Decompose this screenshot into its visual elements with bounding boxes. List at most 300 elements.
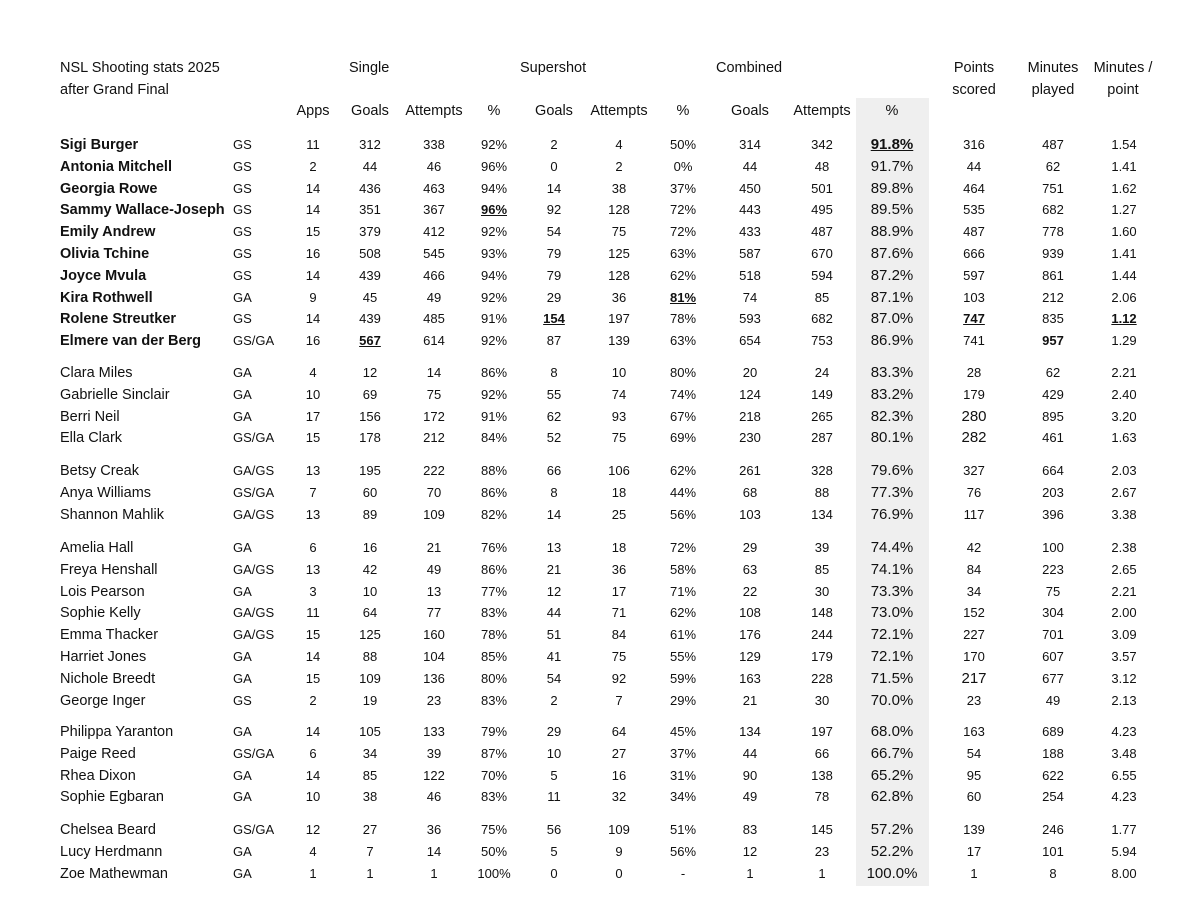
table-row: [0, 265, 1200, 287]
cell-s-pct: 94%: [480, 268, 508, 283]
cell-c-pct: 79.6%: [870, 462, 914, 479]
cell-c-goals: 108: [739, 605, 761, 620]
cell-minutes: 223: [1042, 562, 1064, 577]
cell-c-att: 134: [811, 507, 833, 522]
cell-c-att: 682: [811, 311, 833, 326]
cell-ss-goals: 5: [550, 768, 558, 783]
cell-mpp: 2.13: [1111, 693, 1137, 708]
cell-s-goals: 156: [359, 409, 381, 424]
cell-s-att: 104: [423, 649, 445, 664]
column-header: %: [487, 103, 501, 119]
player-name: Georgia Rowe: [60, 181, 158, 197]
table-row: [0, 602, 1200, 624]
cell-ss-goals: 0: [550, 159, 558, 174]
cell-ss-goals: 11: [547, 789, 561, 804]
cell-c-att: 88: [814, 485, 830, 500]
table-row: [0, 863, 1200, 885]
cell-ss-goals: 79: [546, 268, 562, 283]
cell-minutes: 689: [1042, 724, 1064, 739]
cell-mpp: 5.94: [1111, 844, 1137, 859]
cell-ss-att: 74: [611, 387, 627, 402]
cell-s-pct: 92%: [480, 290, 508, 305]
player-position: GA/GS: [233, 507, 275, 522]
table-row: [0, 581, 1200, 603]
player-name: Kira Rothwell: [60, 290, 153, 306]
cell-ss-pct: 55%: [669, 649, 697, 664]
cell-c-pct: 73.3%: [870, 583, 914, 600]
cell-s-att: 485: [423, 311, 445, 326]
table-row: [0, 330, 1200, 352]
cell-mpp: 4.23: [1111, 724, 1137, 739]
cell-s-pct: 96%: [480, 159, 508, 174]
player-name: Philippa Yaranton: [60, 724, 174, 740]
cell-s-pct: 92%: [480, 387, 508, 402]
cell-points: 741: [963, 333, 985, 348]
cell-ss-att: 36: [611, 562, 627, 577]
cell-c-pct: 52.2%: [870, 843, 914, 860]
cell-s-att: 14: [426, 844, 442, 859]
cell-minutes: 664: [1042, 463, 1064, 478]
cell-apps: 6: [309, 746, 317, 761]
table-row: [0, 559, 1200, 581]
cell-apps: 2: [309, 693, 317, 708]
cell-s-att: 222: [423, 463, 445, 478]
cell-ss-pct: 45%: [669, 724, 697, 739]
cell-s-goals: 351: [359, 202, 381, 217]
cell-ss-pct: 80%: [669, 365, 697, 380]
player-name: Freya Henshall: [60, 562, 158, 578]
cell-c-goals: 49: [742, 789, 758, 804]
player-name: Harriet Jones: [60, 649, 147, 665]
cell-mpp: 6.55: [1111, 768, 1137, 783]
cell-mpp: 2.65: [1111, 562, 1137, 577]
player-position: GA: [233, 671, 252, 686]
cell-points: 28: [966, 365, 982, 380]
cell-s-pct: 100%: [477, 866, 511, 881]
cell-c-att: 85: [814, 562, 830, 577]
cell-ss-goals: 87: [546, 333, 562, 348]
cell-c-pct: 87.2%: [870, 267, 914, 284]
cell-s-pct: 83%: [480, 789, 508, 804]
cell-ss-goals: 21: [546, 562, 562, 577]
cell-s-goals: 45: [362, 290, 378, 305]
player-position: GA: [233, 649, 252, 664]
cell-c-att: 23: [814, 844, 830, 859]
cell-ss-att: 38: [611, 181, 627, 196]
cell-ss-att: 10: [611, 365, 627, 380]
cell-ss-pct: 72%: [669, 202, 697, 217]
player-name: Shannon Mahlik: [60, 507, 164, 523]
cell-s-att: 77: [426, 605, 442, 620]
player-position: GA: [233, 409, 252, 424]
cell-c-pct: 65.2%: [870, 767, 914, 784]
cell-c-goals: 103: [739, 507, 761, 522]
cell-mpp: 3.38: [1111, 507, 1137, 522]
cell-c-att: 30: [814, 584, 830, 599]
cell-c-pct: 57.2%: [870, 821, 914, 838]
cell-minutes: 682: [1042, 202, 1064, 217]
cell-points: 95: [966, 768, 982, 783]
cell-mpp: 2.06: [1111, 290, 1137, 305]
cell-apps: 15: [305, 627, 321, 642]
cell-ss-pct: 56%: [669, 844, 697, 859]
cell-s-att: 23: [426, 693, 442, 708]
cell-apps: 14: [305, 181, 321, 196]
cell-ss-pct: 63%: [669, 246, 697, 261]
cell-ss-pct: 62%: [669, 605, 697, 620]
cell-s-pct: 77%: [480, 584, 508, 599]
column-header: Goals: [731, 103, 769, 119]
cell-c-goals: 90: [742, 768, 758, 783]
cell-s-att: 39: [426, 746, 442, 761]
player-name: Sigi Burger: [60, 137, 139, 153]
cell-s-pct: 84%: [480, 430, 508, 445]
cell-minutes: 939: [1042, 246, 1064, 261]
cell-ss-goals: 12: [546, 584, 562, 599]
cell-c-goals: 433: [739, 224, 761, 239]
cell-c-goals: 21: [742, 693, 758, 708]
cell-s-att: 1: [430, 866, 438, 881]
cell-c-att: 487: [811, 224, 833, 239]
cell-minutes: 254: [1042, 789, 1064, 804]
cell-minutes: 607: [1042, 649, 1064, 664]
cell-s-att: 466: [423, 268, 445, 283]
cell-points: 163: [963, 724, 985, 739]
cell-c-pct: 86.9%: [870, 332, 914, 349]
table-row: [0, 156, 1200, 178]
group-header-supershot: Supershot: [520, 60, 587, 76]
table-row: [0, 743, 1200, 765]
cell-ss-goals: 54: [546, 671, 562, 686]
cell-apps: 14: [305, 311, 321, 326]
player-name: Joyce Mvula: [60, 268, 147, 284]
cell-points: 76: [966, 485, 982, 500]
table-row: [0, 243, 1200, 265]
player-position: GA/GS: [233, 562, 275, 577]
cell-s-goals: 379: [359, 224, 381, 239]
cell-ss-goals: 5: [550, 844, 558, 859]
cell-s-goals: 312: [359, 137, 381, 152]
cell-minutes: 677: [1042, 671, 1064, 686]
cell-mpp: 1.12: [1111, 311, 1137, 326]
cell-c-pct: 87.1%: [870, 289, 914, 306]
cell-ss-goals: 54: [546, 224, 562, 239]
cell-ss-goals: 79: [546, 246, 562, 261]
player-name: Paige Reed: [60, 746, 136, 762]
table-row: [0, 721, 1200, 743]
cell-ss-pct: 74%: [669, 387, 697, 402]
cell-s-pct: 80%: [480, 671, 508, 686]
cell-c-pct: 73.0%: [870, 604, 914, 621]
cell-minutes: 75: [1045, 584, 1061, 599]
player-name: Clara Miles: [60, 365, 133, 381]
player-position: GA/GS: [233, 605, 275, 620]
cell-minutes: 101: [1042, 844, 1064, 859]
cell-s-goals: 42: [362, 562, 378, 577]
table-row: [0, 287, 1200, 309]
cell-points: 103: [963, 290, 985, 305]
cell-points: 84: [966, 562, 982, 577]
cell-s-goals: 105: [359, 724, 381, 739]
cell-minutes: 203: [1042, 485, 1064, 500]
cell-points: 179: [963, 387, 985, 402]
cell-minutes: 751: [1042, 181, 1064, 196]
cell-points: 42: [966, 540, 982, 555]
cell-mpp: 2.67: [1111, 485, 1137, 500]
cell-ss-att: 32: [611, 789, 627, 804]
cell-s-pct: 85%: [480, 649, 508, 664]
cell-s-att: 21: [426, 540, 442, 555]
cell-s-goals: 60: [362, 485, 378, 500]
cell-c-goals: 218: [739, 409, 761, 424]
cell-ss-pct: 81%: [669, 290, 697, 305]
cell-s-goals: 16: [362, 540, 378, 555]
cell-s-goals: 195: [359, 463, 381, 478]
cell-minutes: 304: [1042, 605, 1064, 620]
cell-c-att: 197: [811, 724, 833, 739]
cell-s-goals: 12: [362, 365, 378, 380]
cell-ss-att: 109: [608, 822, 630, 837]
cell-s-goals: 64: [362, 605, 378, 620]
table-row: [0, 765, 1200, 787]
player-name: Rhea Dixon: [60, 768, 136, 784]
cell-c-att: 66: [814, 746, 830, 761]
cell-ss-att: 9: [615, 844, 623, 859]
cell-mpp: 8.00: [1111, 866, 1137, 881]
column-header: Apps: [296, 103, 330, 119]
player-name: Sammy Wallace-Joseph: [60, 202, 225, 218]
cell-c-pct: 71.5%: [870, 670, 914, 687]
cell-ss-goals: 92: [546, 202, 562, 217]
table-row: [0, 690, 1200, 712]
table-row: [0, 786, 1200, 808]
cell-apps: 14: [305, 724, 321, 739]
cell-ss-att: 125: [608, 246, 630, 261]
player-position: GS: [233, 311, 252, 326]
cell-s-goals: 567: [359, 333, 381, 348]
cell-ss-goals: 66: [546, 463, 562, 478]
table-row: [0, 199, 1200, 221]
cell-apps: 13: [305, 463, 321, 478]
cell-c-goals: 12: [742, 844, 758, 859]
cell-points: 464: [963, 181, 985, 196]
cell-mpp: 1.77: [1111, 822, 1137, 837]
cell-c-att: 287: [811, 430, 833, 445]
cell-c-pct: 74.1%: [870, 561, 914, 578]
cell-c-att: 24: [814, 365, 830, 380]
cell-c-goals: 1: [746, 866, 754, 881]
cell-points: 170: [963, 649, 985, 664]
cell-c-att: 753: [811, 333, 833, 348]
cell-mpp: 1.54: [1111, 137, 1137, 152]
cell-ss-pct: 67%: [669, 409, 697, 424]
cell-ss-att: 197: [608, 311, 630, 326]
cell-points: 487: [963, 224, 985, 239]
cell-apps: 14: [305, 268, 321, 283]
table-row: [0, 308, 1200, 330]
player-position: GA: [233, 844, 252, 859]
player-name: Olivia Tchine: [60, 246, 150, 262]
cell-ss-att: 64: [611, 724, 627, 739]
cell-points: 60: [966, 789, 982, 804]
cell-apps: 3: [309, 584, 317, 599]
cell-minutes: 212: [1042, 290, 1064, 305]
cell-c-pct: 83.2%: [870, 386, 914, 403]
cell-points: 23: [966, 693, 982, 708]
cell-apps: 15: [305, 224, 321, 239]
column-header: Attempts: [793, 103, 851, 119]
header-mpp-1: Minutes /: [1093, 60, 1153, 76]
cell-ss-pct: -: [680, 866, 686, 881]
cell-s-pct: 91%: [480, 409, 508, 424]
cell-minutes: 895: [1042, 409, 1064, 424]
cell-ss-pct: 72%: [669, 224, 697, 239]
cell-c-pct: 83.3%: [870, 364, 914, 381]
cell-apps: 14: [305, 768, 321, 783]
cell-ss-att: 139: [608, 333, 630, 348]
cell-c-att: 342: [811, 137, 833, 152]
cell-points: 152: [963, 605, 985, 620]
cell-c-pct: 66.7%: [870, 745, 914, 762]
cell-c-goals: 44: [742, 746, 758, 761]
cell-mpp: 2.03: [1111, 463, 1137, 478]
player-position: GA: [233, 365, 252, 380]
player-position: GA: [233, 290, 252, 305]
cell-ss-pct: 58%: [669, 562, 697, 577]
cell-ss-pct: 62%: [669, 463, 697, 478]
cell-s-pct: 93%: [480, 246, 508, 261]
table-row: [0, 624, 1200, 646]
cell-c-att: 328: [811, 463, 833, 478]
column-header: Goals: [351, 103, 389, 119]
header-minutes-2: played: [1031, 82, 1075, 98]
player-position: GA/GS: [233, 463, 275, 478]
cell-ss-att: 4: [615, 137, 623, 152]
cell-ss-pct: 71%: [669, 584, 697, 599]
cell-c-pct: 91.8%: [870, 136, 914, 153]
player-position: GS/GA: [233, 430, 275, 445]
cell-c-goals: 44: [742, 159, 758, 174]
table-row: [0, 427, 1200, 449]
player-position: GS: [233, 181, 252, 196]
cell-s-att: 412: [423, 224, 445, 239]
cell-c-pct: 87.0%: [870, 310, 914, 327]
cell-minutes: 701: [1042, 627, 1064, 642]
cell-mpp: 1.41: [1111, 159, 1137, 174]
cell-ss-att: 75: [611, 649, 627, 664]
cell-s-pct: 76%: [480, 540, 508, 555]
cell-c-att: 228: [811, 671, 833, 686]
cell-c-att: 244: [811, 627, 833, 642]
cell-ss-pct: 37%: [669, 181, 697, 196]
cell-ss-pct: 51%: [669, 822, 697, 837]
cell-apps: 14: [305, 649, 321, 664]
cell-c-pct: 77.3%: [870, 484, 914, 501]
header-mpp-2: point: [1107, 82, 1139, 98]
cell-c-pct: 62.8%: [870, 788, 914, 805]
header-points-1: Points: [953, 60, 995, 76]
cell-mpp: 3.09: [1111, 627, 1137, 642]
cell-s-goals: 439: [359, 268, 381, 283]
cell-s-att: 136: [423, 671, 445, 686]
table-row: [0, 504, 1200, 526]
cell-ss-att: 128: [608, 268, 630, 283]
column-header: %: [885, 103, 899, 119]
cell-c-goals: 450: [739, 181, 761, 196]
cell-ss-goals: 10: [546, 746, 562, 761]
cell-s-att: 160: [423, 627, 445, 642]
cell-ss-goals: 55: [546, 387, 562, 402]
cell-s-pct: 70%: [480, 768, 508, 783]
cell-s-goals: 436: [359, 181, 381, 196]
cell-apps: 13: [305, 562, 321, 577]
cell-points: 217: [961, 670, 987, 687]
cell-c-goals: 261: [739, 463, 761, 478]
cell-ss-pct: 0%: [673, 159, 693, 174]
cell-ss-pct: 50%: [669, 137, 697, 152]
cell-ss-att: 16: [611, 768, 627, 783]
cell-mpp: 1.60: [1111, 224, 1137, 239]
cell-ss-pct: 34%: [669, 789, 697, 804]
cell-s-att: 75: [426, 387, 442, 402]
cell-mpp: 3.20: [1111, 409, 1137, 424]
cell-minutes: 62: [1045, 159, 1061, 174]
table-row: [0, 819, 1200, 841]
cell-c-pct: 68.0%: [870, 723, 914, 740]
cell-ss-goals: 8: [550, 485, 558, 500]
cell-s-goals: 69: [362, 387, 378, 402]
player-name: Ella Clark: [60, 430, 123, 446]
cell-c-pct: 74.4%: [870, 539, 914, 556]
cell-apps: 16: [305, 333, 321, 348]
player-position: GS: [233, 159, 252, 174]
cell-mpp: 2.21: [1111, 584, 1137, 599]
cell-c-pct: 89.8%: [870, 180, 914, 197]
cell-apps: 14: [305, 202, 321, 217]
cell-ss-att: 17: [611, 584, 627, 599]
column-header: Attempts: [405, 103, 463, 119]
cell-s-att: 338: [423, 137, 445, 152]
cell-apps: 11: [306, 605, 320, 620]
cell-c-pct: 76.9%: [870, 506, 914, 523]
table-row: [0, 362, 1200, 384]
cell-minutes: 778: [1042, 224, 1064, 239]
cell-mpp: 2.21: [1111, 365, 1137, 380]
table-row: [0, 482, 1200, 504]
cell-mpp: 3.48: [1111, 746, 1137, 761]
cell-c-att: 670: [811, 246, 833, 261]
player-position: GA: [233, 789, 252, 804]
cell-c-pct: 100.0%: [866, 865, 918, 882]
cell-minutes: 246: [1042, 822, 1064, 837]
cell-mpp: 2.38: [1111, 540, 1137, 555]
cell-points: 17: [966, 844, 982, 859]
player-name: Anya Williams: [60, 485, 152, 501]
cell-c-goals: 124: [739, 387, 761, 402]
cell-minutes: 957: [1042, 333, 1064, 348]
table-row: [0, 460, 1200, 482]
cell-s-att: 367: [423, 202, 445, 217]
cell-points: 280: [961, 408, 987, 425]
cell-c-goals: 163: [739, 671, 761, 686]
cell-apps: 7: [309, 485, 317, 500]
cell-s-att: 133: [423, 724, 445, 739]
cell-s-goals: 19: [362, 693, 378, 708]
cell-apps: 2: [309, 159, 317, 174]
cell-points: 44: [966, 159, 982, 174]
cell-s-pct: 94%: [480, 181, 508, 196]
cell-points: 666: [963, 246, 985, 261]
